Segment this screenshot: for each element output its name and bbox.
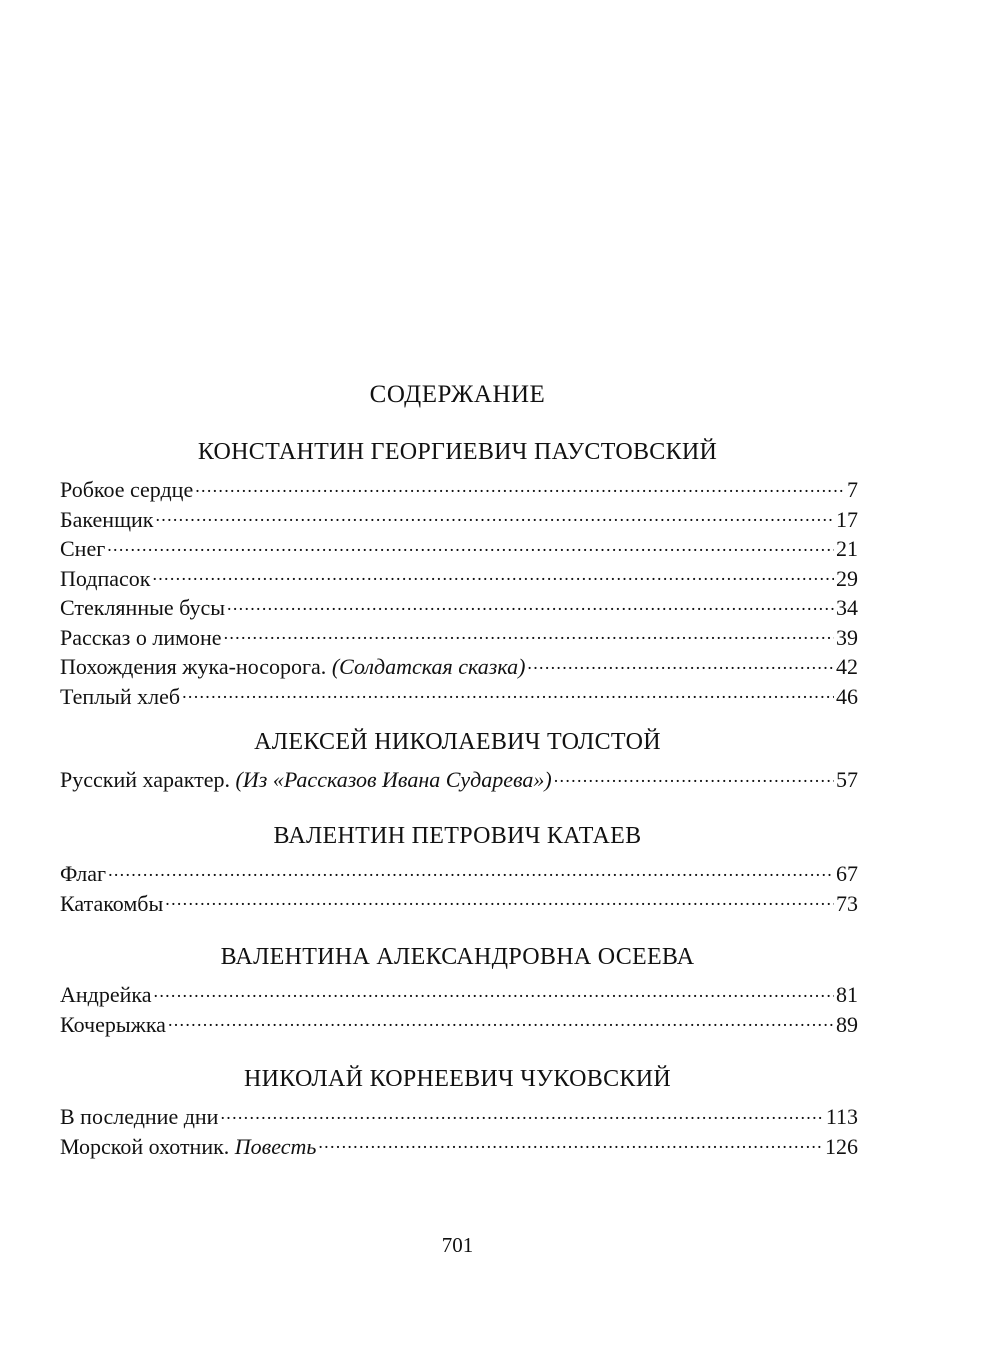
entry-list (60, 765, 858, 795)
entry-title: Рассказ о лимоне (60, 624, 222, 650)
toc-entry[interactable] (60, 765, 858, 795)
author-heading: ВАЛЕНТИН ПЕТРОВИЧ КАТАЕВ (273, 823, 642, 849)
dot-leader (168, 1010, 834, 1032)
author-heading: АЛЕКСЕЙ НИКОЛАЕВИЧ ТОЛСТОЙ (254, 729, 661, 755)
entry-page: 46 (836, 683, 858, 709)
entry-list (60, 859, 858, 918)
author-heading: КОНСТАНТИН ГЕОРГИЕВИЧ ПАУСТОВСКИЙ (197, 439, 718, 465)
toc-entry[interactable] (60, 593, 858, 623)
entry-page: 42 (836, 654, 858, 679)
dot-leader (554, 765, 834, 787)
toc-entry[interactable] (60, 564, 858, 594)
entry-note: (Из «Рассказов Ивана Сударева») (235, 767, 552, 792)
dot-leader (224, 623, 834, 645)
toc-title: СОДЕРЖАНИЕ (369, 381, 546, 408)
entry-title: Бакенщик (60, 506, 154, 532)
toc-section-tolstoy (60, 724, 858, 795)
dot-leader (182, 682, 834, 704)
toc-section-paustovsky (60, 434, 858, 711)
toc-entry[interactable] (60, 980, 858, 1010)
entry-title: Русский характер. (Из «Рассказов Ивана Сударева») (60, 767, 552, 792)
toc-entry[interactable] (60, 475, 858, 505)
entry-note: Повесть (234, 1133, 317, 1159)
entry-list (60, 475, 858, 711)
dot-leader (318, 1132, 823, 1154)
entry-title: Катакомбы (60, 890, 164, 916)
toc-entry[interactable] (60, 682, 858, 712)
entry-page: 39 (836, 624, 858, 650)
entry-title: Снег (60, 536, 106, 561)
toc-entry[interactable] (60, 889, 858, 919)
entry-title: Кочерыжка (60, 1011, 166, 1037)
entry-title: Теплый хлеб (60, 683, 181, 709)
entry-title: Робкое сердце (60, 477, 194, 502)
entry-title: Флаг (60, 861, 107, 886)
entry-page: 73 (836, 890, 858, 916)
entry-list (60, 1102, 858, 1161)
entry-page: 7 (847, 477, 858, 502)
dot-leader (227, 593, 834, 615)
toc-section-oseeva (60, 939, 858, 1039)
toc-entry[interactable] (60, 534, 858, 564)
dot-leader (155, 505, 834, 527)
entry-title: Стеклянные бусы (60, 595, 226, 620)
dot-leader (107, 534, 834, 556)
entry-page: 67 (836, 861, 858, 886)
dot-leader (195, 475, 845, 497)
toc-entry[interactable] (60, 1102, 858, 1132)
dot-leader (220, 1102, 823, 1124)
entry-page: 21 (836, 536, 858, 561)
page-number: 701 (441, 1233, 474, 1257)
entry-page: 29 (836, 565, 858, 591)
toc-section-chukovsky (60, 1061, 858, 1161)
toc-entry[interactable] (60, 505, 858, 535)
dot-leader (152, 564, 834, 586)
entry-page: 57 (836, 767, 858, 792)
toc-entry[interactable] (60, 1132, 858, 1162)
toc-entry[interactable] (60, 1010, 858, 1040)
toc-section-kataev (60, 818, 858, 918)
author-heading: ВАЛЕНТИНА АЛЕКСАНДРОВНА ОСЕЕВА (220, 944, 695, 970)
entry-title: Морской охотник. Повесть (60, 1133, 317, 1159)
entry-page: 34 (836, 595, 858, 620)
entry-page: 17 (836, 506, 858, 532)
dot-leader (165, 889, 834, 911)
toc-entry[interactable] (60, 652, 858, 682)
dot-leader (154, 980, 834, 1002)
entry-title: Андрейка (60, 982, 152, 1007)
entry-page: 126 (825, 1133, 858, 1159)
entry-title: В последние дни (60, 1104, 219, 1129)
toc-entry[interactable] (60, 623, 858, 653)
toc-entry[interactable] (60, 859, 858, 889)
entry-page: 89 (836, 1011, 858, 1037)
dot-leader (108, 859, 834, 881)
entry-note: (Солдатская сказка) (331, 654, 526, 679)
entry-list (60, 980, 858, 1039)
author-heading: НИКОЛАЙ КОРНЕЕВИЧ ЧУКОВСКИЙ (244, 1066, 671, 1092)
entry-title: Подпасок (60, 565, 151, 591)
entry-page: 113 (825, 1104, 858, 1129)
entry-title: Похождения жука-носорога. (Солдатская сказка) (60, 654, 526, 679)
entry-page: 81 (836, 982, 858, 1007)
dot-leader (527, 652, 834, 674)
